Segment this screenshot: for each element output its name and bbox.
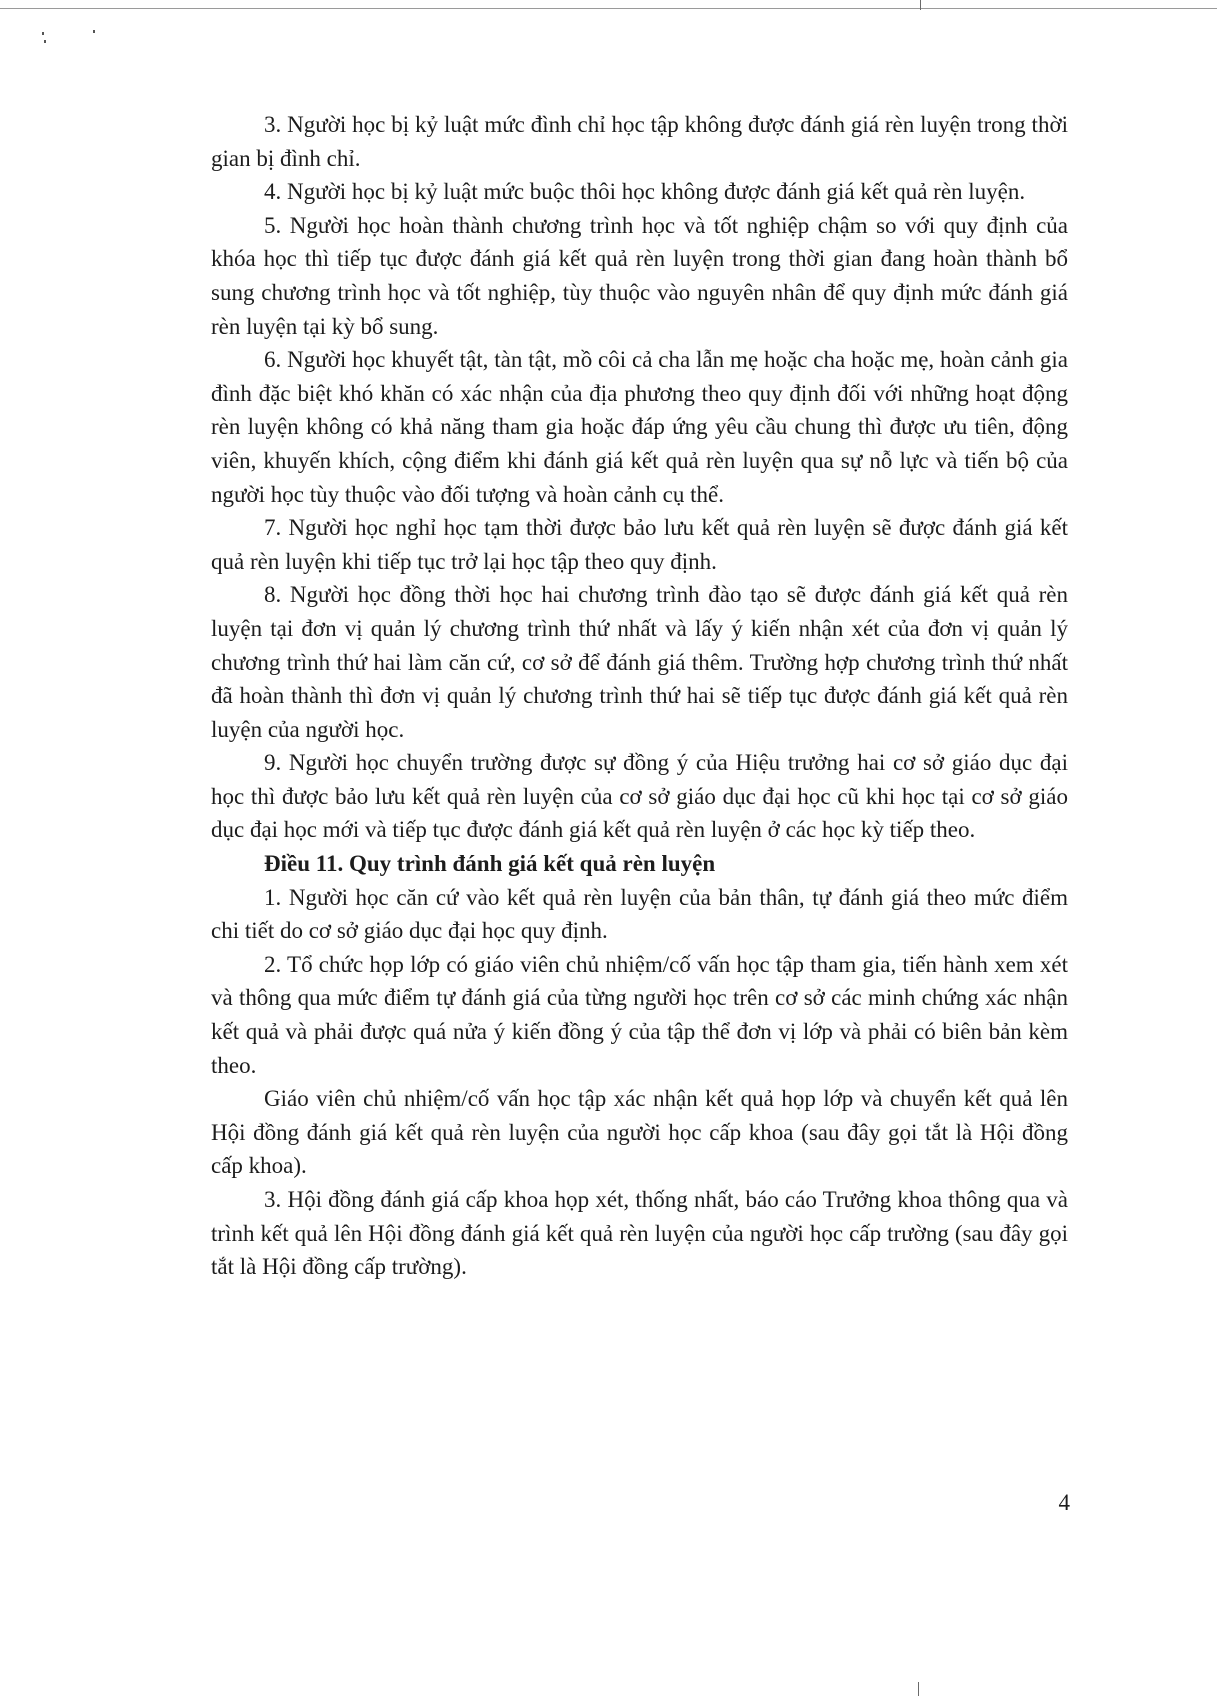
scan-top-tick [920, 0, 921, 10]
paragraph-clause-6: 6. Người học khuyết tật, tàn tật, mồ côi cả cha lẫn mẹ hoặc cha hoặc mẹ, hoàn cảnh gia đình đặc biệt khó khăn có xác nhận của địa phương theo quy định đối với những hoạt động rèn luyện không có khả năng tham gia hoặc đáp ứng yêu cầu chung thì được ưu tiên, động viên, khuyến khích, cộng điểm khi đánh giá kết quả rèn luyện qua sự nỗ lực và tiến bộ của người học tùy thuộc vào đối tượng và hoàn cảnh cụ thể. [211, 347, 1068, 507]
paragraph-clause-7: 7. Người học nghỉ học tạm thời được bảo lưu kết quả rèn luyện sẽ được đánh giá kết quả rèn luyện khi tiếp tục trở lại học tập theo quy định. [211, 515, 1068, 574]
paragraph-clause-4: 4. Người học bị kỷ luật mức buộc thôi học không được đánh giá kết quả rèn luyện. [264, 179, 1026, 205]
article-heading: Điều 11. Quy trình đánh giá kết quả rèn luyện [264, 851, 716, 877]
scan-top-border [0, 8, 1217, 9]
scan-speck [93, 30, 95, 33]
page-number: 4 [1058, 1490, 1070, 1515]
paragraph-step-2-note: Giáo viên chủ nhiệm/cố vấn học tập xác nhận kết quả họp lớp và chuyển kết quả lên Hội đồng đánh giá kết quả rèn luyện của người học cấp khoa (sau đây gọi tắt là Hội đồng cấp khoa). [211, 1086, 1068, 1179]
paragraph-clause-8: 8. Người học đồng thời học hai chương trình đào tạo sẽ được đánh giá kết quả rèn luyện tại đơn vị quản lý chương trình thứ nhất và lấy ý kiến nhận xét của đơn vị quản lý chương trình thứ hai làm căn cứ, cơ sở để đánh giá thêm. Trường hợp chương trình thứ nhất đã hoàn thành thì đơn vị quản lý chương trình thứ hai sẽ tiếp tục được đánh giá kết quả rèn luyện của người học. [211, 582, 1068, 742]
paragraph-clause-9: 9. Người học chuyển trường được sự đồng ý của Hiệu trưởng hai cơ sở giáo dục đại học thì được bảo lưu kết quả rèn luyện của cơ sở giáo dục đại học cũ khi học tại cơ sở giáo dục đại học mới và tiếp tục được đánh giá kết quả rèn luyện ở các học kỳ tiếp theo. [211, 750, 1068, 843]
paragraph-clause-5: 5. Người học hoàn thành chương trình học và tốt nghiệp chậm so với quy định của khóa học thì tiếp tục được đánh giá kết quả rèn luyện trong thời gian đang hoàn thành bổ sung chương trình học và tốt nghiệp, tùy thuộc vào nguyên nhân để quy định mức đánh giá rèn luyện tại kỳ bổ sung. [211, 212, 1068, 339]
paragraph-step-3: 3. Hội đồng đánh giá cấp khoa họp xét, thống nhất, báo cáo Trưởng khoa thông qua và trình kết quả lên Hội đồng đánh giá kết quả rèn luyện của người học cấp trường (sau đây gọi tắt là Hội đồng cấp trường). [211, 1187, 1068, 1280]
scan-speck [44, 40, 46, 43]
document-body [211, 108, 1068, 1284]
scan-speck [42, 32, 44, 35]
paragraph-step-1: 1. Người học căn cứ vào kết quả rèn luyện của bản thân, tự đánh giá theo mức điểm chi tiết do cơ sở giáo dục đại học quy định. [211, 884, 1068, 944]
scan-bottom-tick [918, 1682, 919, 1696]
paragraph-clause-3: 3. Người học bị kỷ luật mức đình chỉ học tập không được đánh giá rèn luyện trong thời gian bị đình chỉ. [211, 112, 1068, 171]
paragraph-step-2: 2. Tổ chức họp lớp có giáo viên chủ nhiệm/cố vấn học tập tham gia, tiến hành xem xét và thông qua mức điểm tự đánh giá của từng người học trên cơ sở các minh chứng xác nhận kết quả và phải được quá nửa ý kiến đồng ý của tập thể đơn vị lớp và phải có biên bản kèm theo. [211, 951, 1068, 1078]
